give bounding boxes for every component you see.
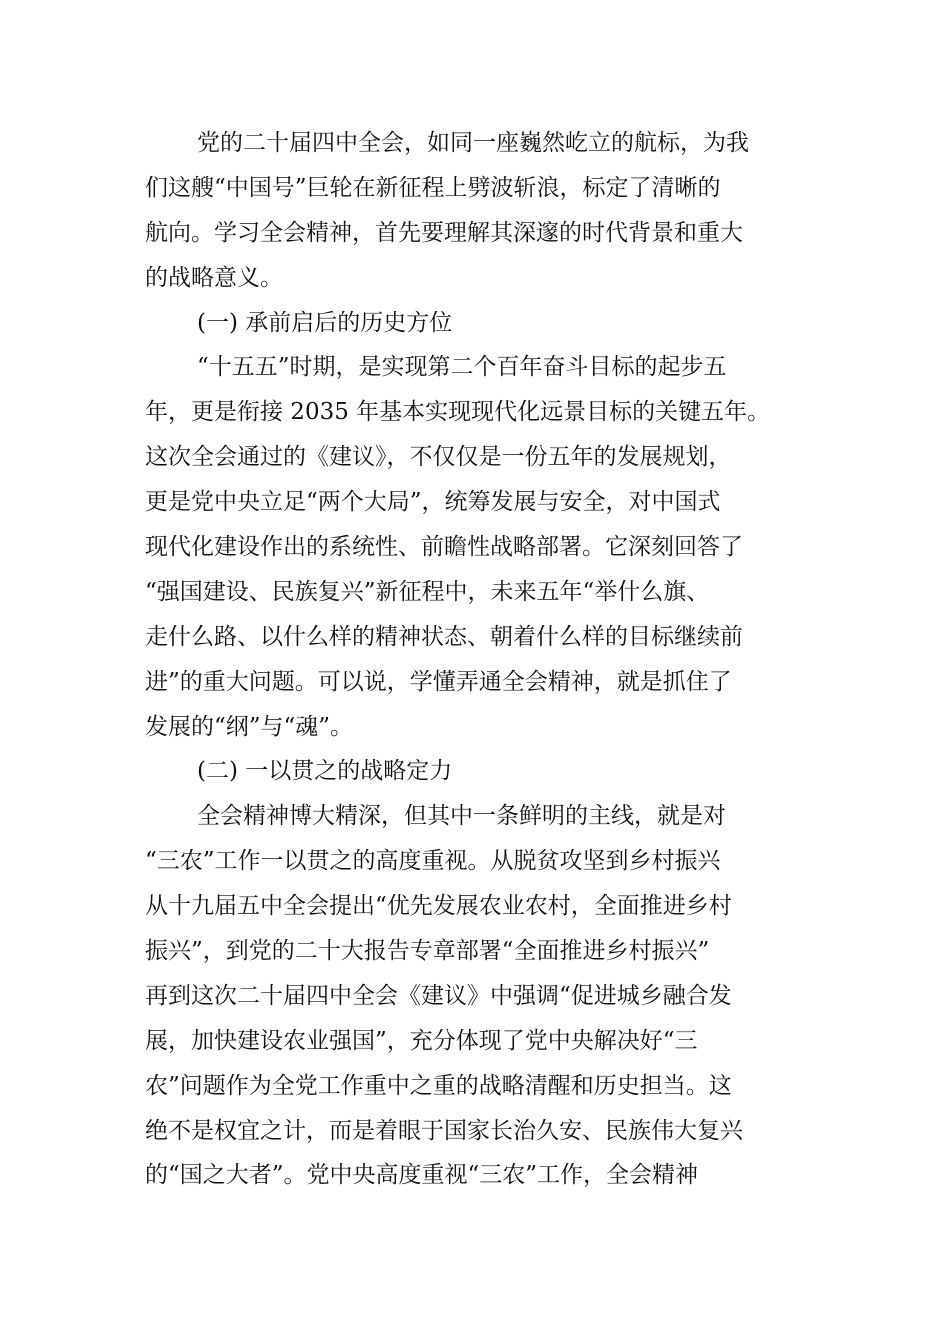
paragraph-line: 进”的重大问题。可以说，学懂弄通全会精神，就是抓住了 — [145, 668, 732, 695]
paragraph-line: 现代化建设作出的系统性、前瞻性战略部署。它深刻回答了 — [145, 534, 743, 561]
paragraph-line: 这次全会通过的《建议》，不仅仅是一份五年的发展规划， — [145, 444, 732, 471]
paragraph-line: 农”问题作为全党工作重中之重的战略清醒和历史担当。这 — [145, 1072, 732, 1099]
paragraph-line: 从十九届五中全会提出“优先发展农业农村，全面推进乡村 — [145, 893, 732, 920]
paragraph-line: 走什么路、以什么样的精神状态、朝着什么样的目标继续前 — [145, 623, 743, 650]
paragraph-line: 更是党中央立足“两个大局”，统筹发展与安全，对中国式 — [145, 489, 721, 516]
section-heading-2: (二) 一以贯之的战略定力 — [197, 758, 453, 785]
paragraph-line: 党的二十届四中全会，如同一座巍然屹立的航标，为我 — [197, 130, 749, 156]
body-text — [145, 121, 810, 1198]
paragraph-line: 发展的“纲”与“魂”。 — [145, 713, 354, 740]
paragraph-line: 绝不是权宜之计，而是着眼于国家长治久安、民族伟大复兴 — [145, 1117, 743, 1144]
paragraph-line: 全会精神博大精深，但其中一条鲜明的主线，就是对 — [197, 803, 726, 830]
paragraph-line: 再到这次二十届四中全会《建议》中强调“促进城乡融合发 — [145, 982, 732, 1009]
paragraph-line: 们这艘“中国号”巨轮在新征程上劈波斩浪，标定了清晰的 — [145, 174, 721, 201]
paragraph-line: 的“国之大者”。党中央高度重视“三农”工作，全会精神 — [145, 1162, 699, 1189]
paragraph-line: 展，加快建设农业强国”，充分体现了党中央解决好“三 — [145, 1027, 698, 1054]
paragraph-line: 年，更是衔接 2035 年基本实现现代化远景目标的关键五年。 — [145, 399, 771, 426]
paragraph-line: 振兴”，到党的二十大报告专章部署“全面推进乡村振兴” — [145, 938, 710, 965]
paragraph-line: “十五五”时期，是实现第二个百年奋斗目标的起步五 — [197, 354, 727, 381]
paragraph-line: “强国建设、民族复兴”新征程中，未来五年“举什么旗、 — [145, 578, 710, 605]
paragraph-line: 的战略意义。 — [145, 264, 283, 291]
paragraph-line: 航向。学习全会精神，首先要理解其深邃的时代背景和重大 — [145, 219, 743, 246]
section-heading-1: (一) 承前启后的历史方位 — [197, 309, 453, 336]
paragraph-line: “三农”工作一以贯之的高度重视。从脱贫攻坚到乡村振兴 — [145, 848, 721, 875]
